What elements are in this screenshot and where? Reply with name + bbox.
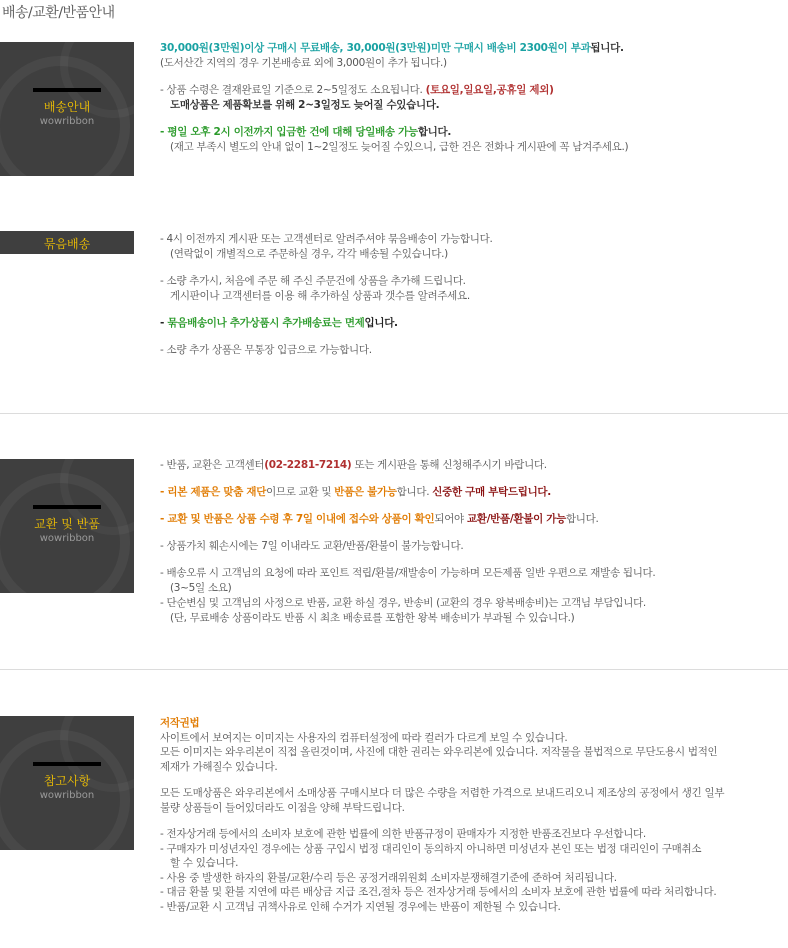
notes-line: 모든 이미지는 와우리본이 직접 올린것이며, 사진에 대한 권리는 와우리본에 있습니다. 저작물을 불법적으로 무단도용시 법적인 <box>160 746 718 758</box>
notes-content <box>160 716 724 914</box>
exchange-line: - 단순변심 및 고객님의 사정으로 반품, 교환 하실 경우, 반송비 (교환의 경우 왕복배송비)는 고객님 부담입니다. <box>160 597 646 609</box>
notes-side-box <box>0 716 134 850</box>
notes-line: 사이트에서 보여지는 이미지는 사용자의 컴퓨터설정에 따라 컬러가 다르게 보일 수 있습니다. <box>160 731 568 744</box>
notes-line: - 전자상거래 등에서의 소비자 보호에 관한 법률에 의한 반품규정이 판매자가 지정한 반품조건보다 우선합니다. <box>160 828 646 840</box>
exchange-content <box>160 458 655 626</box>
shipping-content <box>160 41 628 155</box>
shipping-line: (도서산간 지역의 경우 기본배송료 외에 3,000원이 추가 됩니다.) <box>160 57 447 69</box>
shipping-line: (재고 부족시 별도의 안내 없이 1~2일정도 늦어질 수있으니, 급한 건은 전화나 게시판에 꼭 남겨주세요.) <box>170 141 629 153</box>
exchange-subtitle: wowribbon <box>39 533 95 544</box>
section-divider <box>0 413 788 414</box>
notes-line: 불량 상품들이 들어있더라도 이점을 양해 부탁드립니다. <box>160 801 405 814</box>
exchange-title: 교환 및 반품 <box>34 517 100 531</box>
bundle-line: - 소량 추가 상품은 무통장 입금으로 가능합니다. <box>160 344 372 356</box>
title-bar <box>33 762 101 766</box>
shipping-line: 30,000원(3만원)이상 구매시 무료배송, 30,000원(3만원)미만 구매시 배송비 2300원이 부과됩니다. <box>160 42 624 54</box>
shipping-line: - 상품 수령은 결재완료일 기준으로 2~5일정도 소요됩니다. (토요일,일요일,공휴일 제외) <box>160 84 554 96</box>
bundle-side-box <box>0 231 134 254</box>
shipping-title: 배송안내 <box>43 100 91 114</box>
section-divider <box>0 669 788 670</box>
shipping-line: 도매상품은 제품확보를 위해 2~3일정도 늦어질 수있습니다. <box>170 99 440 111</box>
notes-line: 할 수 있습니다. <box>170 857 239 869</box>
notes-title: 참고사항 <box>43 774 91 788</box>
exchange-line: - 교환 및 반품은 상품 수령 후 7일 이내에 접수와 상품이 확인되어야 교환/반품/환불이 가능합니다. <box>160 513 599 525</box>
bundle-line: (연락없이 개별적으로 주문하실 경우, 각각 배송될 수있습니다.) <box>170 248 448 260</box>
notes-line: - 구매자가 미성년자인 경우에는 상품 구입시 법정 대리인이 동의하지 아니하면 미성년자 본인 또는 법정 대리인이 구매취소 <box>160 842 702 855</box>
bundle-line: - 소량 추가시, 처음에 주문 해 주신 주문건에 상품을 추가해 드립니다. <box>160 275 466 287</box>
notes-line: 제재가 가해질수 있습니다. <box>160 760 278 773</box>
shipping-side-box <box>0 42 134 176</box>
exchange-line: (단, 무료배송 상품이라도 반품 시 최초 배송료를 포함한 왕복 배송비가 부과될 수 있습니다.) <box>170 612 575 624</box>
title-bar <box>33 88 101 92</box>
notes-line: - 사용 중 발생한 하자의 환불/교환/수리 등은 공정거래위원회 소비자분쟁해결기준에 준하여 처리됩니다. <box>160 871 617 884</box>
title-bar <box>33 505 101 509</box>
exchange-line: - 리본 제품은 맞춤 재단이므로 교환 및 반품은 불가능합니다. 신중한 구매 부탁드립니다. <box>160 486 551 498</box>
exchange-line: - 반품, 교환은 고객센터(02-2281-7214) 또는 게시판을 통해 신청해주시기 바랍니다. <box>160 459 547 471</box>
notes-line: - 대금 환불 및 환불 지연에 따른 배상금 지급 조건,절차 등은 전자상거래 등에서의 소비자 보호에 관한 법률에 따라 처리합니다. <box>160 886 717 898</box>
page-title: 배송/교환/반품안내 <box>2 5 115 21</box>
exchange-line: - 상품가치 훼손시에는 7일 이내라도 교환/반품/환불이 불가능합니다. <box>160 540 464 552</box>
notes-heading: 저작권법 <box>160 717 200 729</box>
exchange-line: - 배송오류 시 고객님의 요청에 따라 포인트 적립/환불/재발송이 가능하며 모든제품 일반 우편으로 재발송 됩니다. <box>160 567 656 579</box>
shipping-line: - 평일 오후 2시 이전까지 입금한 건에 대해 당일배송 가능합니다. <box>160 126 452 138</box>
exchange-side-box <box>0 459 134 593</box>
bundle-line: - 묶음배송이나 추가상품시 추가배송료는 면제입니다. <box>160 317 398 329</box>
notes-line: 모든 도매상품은 와우리본에서 소매상품 구매시보다 더 많은 수량을 저렴한 가격으로 보내드리오니 제조상의 공정에서 생긴 일부 <box>160 787 725 799</box>
notes-subtitle: wowribbon <box>39 790 95 801</box>
shipping-subtitle: wowribbon <box>39 116 95 127</box>
bundle-line: 게시판이나 고객센터를 이용 해 추가하실 상품과 갯수를 알려주세요. <box>170 290 470 302</box>
notes-line: - 반품/교환 시 고객님 귀책사유로 인해 수거가 지연될 경우에는 반품이 제한될 수 있습니다. <box>160 900 561 913</box>
bundle-content <box>160 232 493 358</box>
exchange-line: (3~5일 소요) <box>170 582 232 594</box>
bundle-line: - 4시 이전까지 게시판 또는 고객센터로 알려주셔야 묶음배송이 가능합니다. <box>160 233 493 245</box>
bundle-title: 묶음배송 <box>43 237 91 251</box>
